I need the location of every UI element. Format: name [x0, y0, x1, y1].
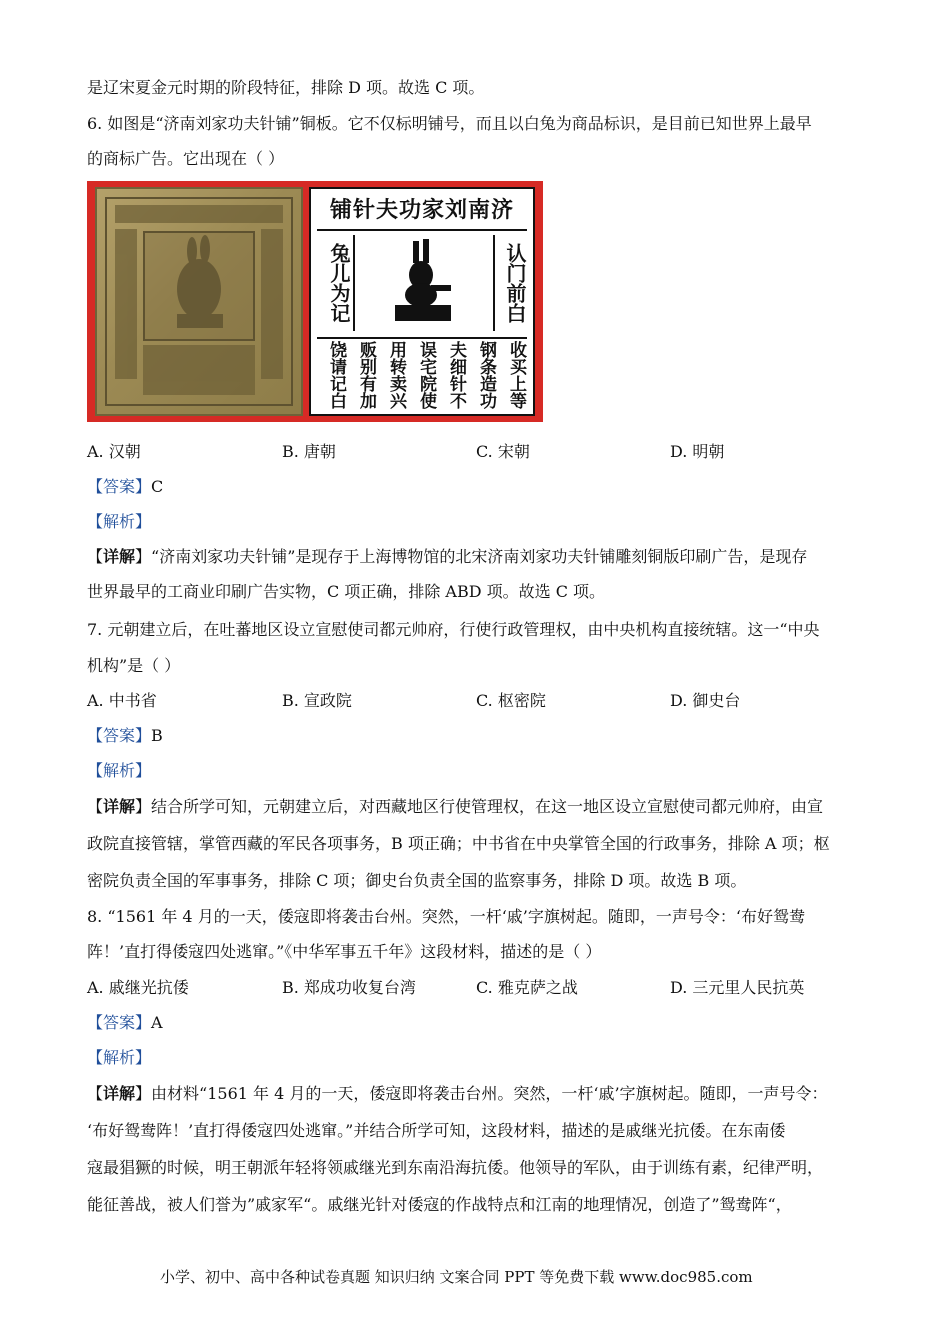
bronze-plate-photo [95, 187, 303, 416]
answer-value: B [151, 726, 163, 745]
detail-label: 详解 [103, 1084, 136, 1103]
option-b: B. 郑成功收复台湾 [282, 978, 416, 997]
question-7-line-1: 7. 元朝建立后，在吐蕃地区设立宣慰使司都元帅府，行使行政管理权，由中央机构直接统辖。这一“中央 [87, 620, 820, 639]
option-b: B. 宣政院 [282, 691, 352, 710]
question-6-line-1: 6. 如图是“济南刘家功夫针铺”铜板。它不仅标明铺号，而且以白兔为商品标识，是目前已知世界上最早 [87, 114, 812, 133]
detail-line: 能征善战，被人们誉为”戚家军“。戚继光针对倭寇的作战特点和江南的地理情况，创造了”鸳鸯阵“， [87, 1195, 792, 1214]
plate-text-column: 用转卖兴 [386, 341, 406, 409]
rabbit-icon [355, 235, 489, 331]
detail-line: 【详解】“济南刘家功夫针铺”是现存于上海博物馆的北宋济南刘家功夫针铺雕刻铜版印刷广告，是现存 [87, 547, 808, 566]
answer-label: 答案 [103, 477, 136, 496]
bronze-plate-figure [87, 181, 543, 422]
option-c: C. 枢密院 [476, 691, 546, 710]
detail-line: 政院直接管辖，掌管西藏的军民各项事务，B 项正确；中书省在中央掌管全国的行政事务，排除 A 项；枢 [87, 834, 830, 853]
plate-text-column: 收买上等 [506, 341, 526, 409]
bronze-plate-rubbing [309, 187, 535, 416]
detail-line: 世界最早的工商业印刷广告实物，C 项正确，排除 ABD 项。故选 C 项。 [87, 582, 606, 601]
answer-label: 答案 [103, 726, 136, 745]
plate-text-column: 钢条造功 [476, 341, 496, 409]
plate-text-column: 饶请记白 [326, 341, 346, 409]
option-a: A. 汉朝 [87, 442, 141, 461]
plate-left-column: 兔儿为记 [327, 243, 351, 323]
option-a: A. 戚继光抗倭 [87, 978, 189, 997]
plate-title: 铺针夫功家刘南济 [317, 193, 527, 231]
plate-text-column: 夫细针不 [446, 341, 466, 409]
question-8-line-1: 8. “1561 年 4 月的一天，倭寇即将袭击台州。突然，一杆‘戚’字旗树起。随即，一声号令：‘布好鸳鸯 [87, 907, 805, 926]
option-a: A. 中书省 [87, 691, 157, 710]
plate-text-column: 误宅院使 [416, 341, 436, 409]
answer-value: C [151, 477, 164, 496]
option-d: D. 御史台 [670, 691, 741, 710]
answer-label: 答案 [103, 1013, 136, 1032]
rabbit-image-box [353, 235, 495, 331]
plate-text-column: 贩别有加 [356, 341, 376, 409]
question-7-line-2: 机构”是（ ） [87, 656, 181, 675]
option-c: C. 雅克萨之战 [476, 978, 578, 997]
text-line: 是辽宋夏金元时期的阶段特征，排除 D 项。故选 C 项。 [87, 78, 485, 97]
option-c: C. 宋朝 [476, 442, 530, 461]
detail-line: 【详解】由材料“1561 年 4 月的一天，倭寇即将袭击台州。突然，一杆‘戚’字旗树起。随即，一声号令： [87, 1084, 828, 1103]
detail-label: 详解 [103, 547, 136, 566]
option-d: D. 明朝 [670, 442, 725, 461]
answer-value: A [151, 1013, 163, 1032]
option-b: B. 唐朝 [282, 442, 336, 461]
answer-line: 【答案】A [87, 1013, 163, 1032]
rabbit-relief-icon [97, 189, 301, 414]
question-6-line-2: 的商标广告。它出现在（ ） [87, 149, 285, 168]
question-8-line-2: 阵！’直打得倭寇四处逃窜。”《中华军事五千年》这段材料，描述的是（ ） [87, 942, 602, 961]
detail-line: 【详解】结合所学可知，元朝建立后，对西藏地区行使管理权，在这一地区设立宣慰使司都元帅府，由宣 [87, 797, 824, 816]
page-footer: 小学、初中、高中各种试卷真题 知识归纳 文案合同 PPT 等免费下载 www.doc985.com [160, 1268, 753, 1286]
analysis-heading: 【解析】 [87, 761, 152, 780]
detail-label: 详解 [103, 797, 136, 816]
answer-line: 【答案】C [87, 477, 164, 496]
option-d: D. 三元里人民抗英 [670, 978, 805, 997]
detail-line: 寇最猖獗的时候，明王朝派年轻将领戚继光到东南沿海抗倭。他领导的军队，由于训练有素，纪律严明， [87, 1158, 824, 1177]
detail-line: ‘布好鸳鸯阵！’直打得倭寇四处逃窜。”并结合所学可知，这段材料，描述的是戚继光抗倭。在东南倭 [87, 1121, 786, 1140]
detail-line: 密院负责全国的军事事务，排除 C 项；御史台负责全国的监察事务，排除 D 项。故选 B 项。 [87, 871, 747, 890]
analysis-heading: 【解析】 [87, 1048, 152, 1067]
answer-line: 【答案】B [87, 726, 163, 745]
analysis-heading: 【解析】 [87, 512, 152, 531]
plate-text-block [317, 337, 527, 411]
plate-right-column: 认门前白 [503, 243, 527, 323]
